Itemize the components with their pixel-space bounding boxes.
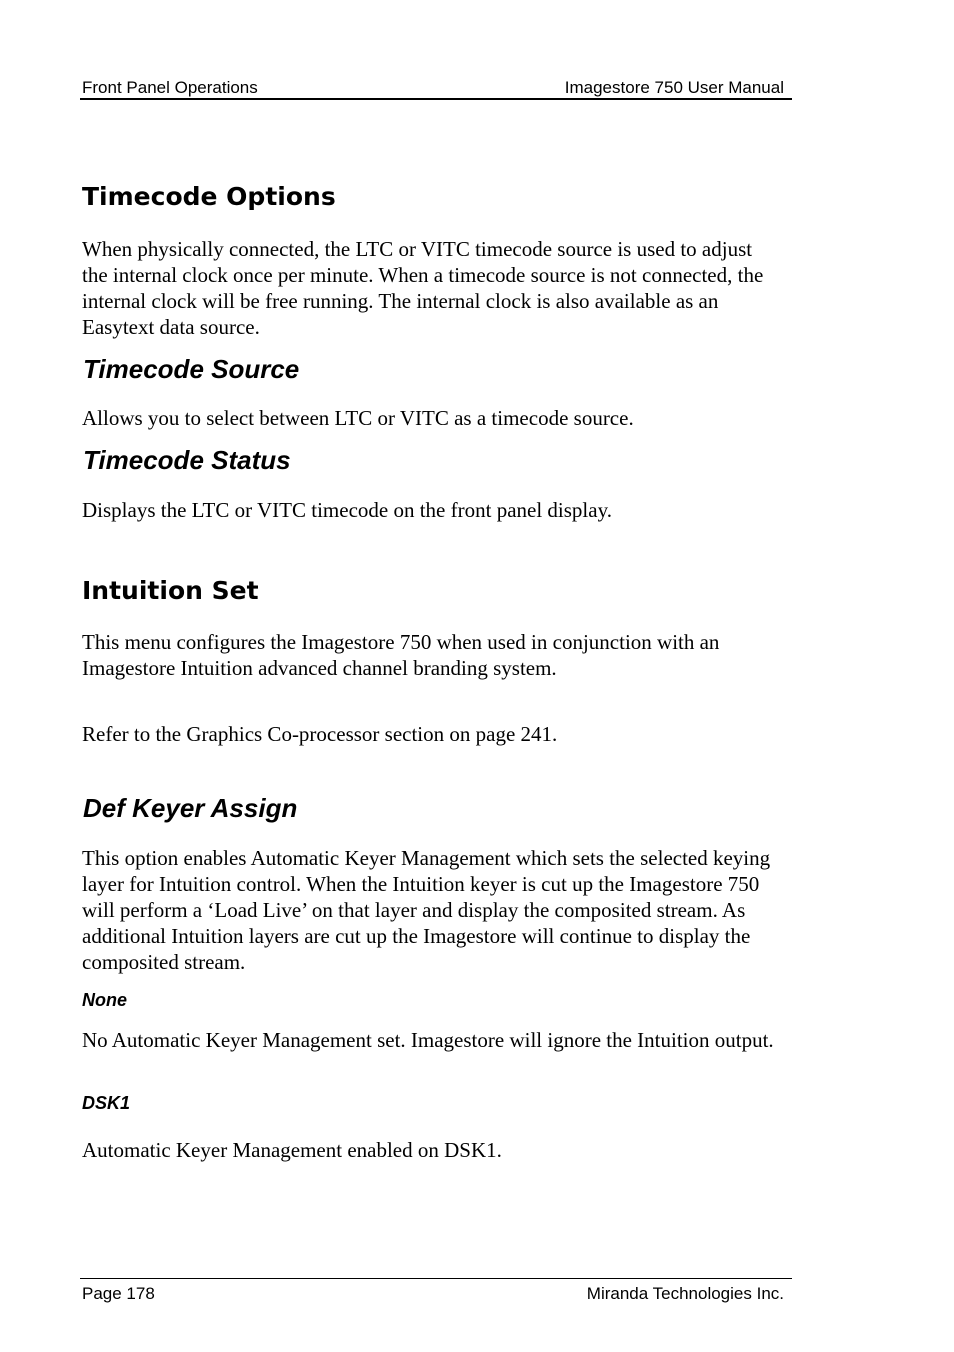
paragraph-dsk1: Automatic Keyer Management enabled on DSK1. <box>82 1138 502 1162</box>
paragraph-timecode-source: Allows you to select between LTC or VITC as a timecode source. <box>82 406 634 430</box>
paragraph-def-keyer-assign: This option enables Automatic Keyer Management which sets the selected keying layer for Intuition control. When the Intuition keyer is cut up the Imagestore 750 will perform a ‘Load Live’ on that layer and display the composited stream. As additional Intuition layers are cut up the Imagestore will continue to display the composited stream. <box>82 846 771 974</box>
heading-none: None <box>82 990 127 1010</box>
paragraph-intuition-set: This menu configures the Imagestore 750 when used in conjunction with an Imagestore Intuition advanced channel branding system. <box>82 630 720 680</box>
paragraph-none: No Automatic Keyer Management set. Imagestore will ignore the Intuition output. <box>82 1028 774 1052</box>
header-section-title: Front Panel Operations <box>82 78 258 97</box>
footer-company: Miranda Technologies Inc. <box>586 1284 784 1303</box>
paragraph-intuition-ref: Refer to the Graphics Co-processor section on page 241. <box>82 722 558 746</box>
heading-def-keyer-assign: Def Keyer Assign <box>83 793 298 823</box>
heading-dsk1: DSK1 <box>82 1093 131 1113</box>
paragraph-timecode-options: When physically connected, the LTC or VITC timecode source is used to adjust the internal clock once per minute. When a timecode source is not connected, the internal clock will be free running. The internal clock is also available as an Easytext data source. <box>82 237 764 339</box>
heading-intuition-set: Intuition Set <box>82 576 259 605</box>
header-manual-title: Imagestore 750 User Manual <box>564 78 784 97</box>
heading-timecode-status: Timecode Status <box>83 445 291 475</box>
page-footer <box>80 1278 792 1303</box>
heading-timecode-source: Timecode Source <box>83 354 300 384</box>
heading-timecode-options: Timecode Options <box>82 182 336 211</box>
page-number: Page 178 <box>82 1284 155 1303</box>
page-header <box>80 76 792 100</box>
paragraph-timecode-status: Displays the LTC or VITC timecode on the front panel display. <box>82 498 612 522</box>
